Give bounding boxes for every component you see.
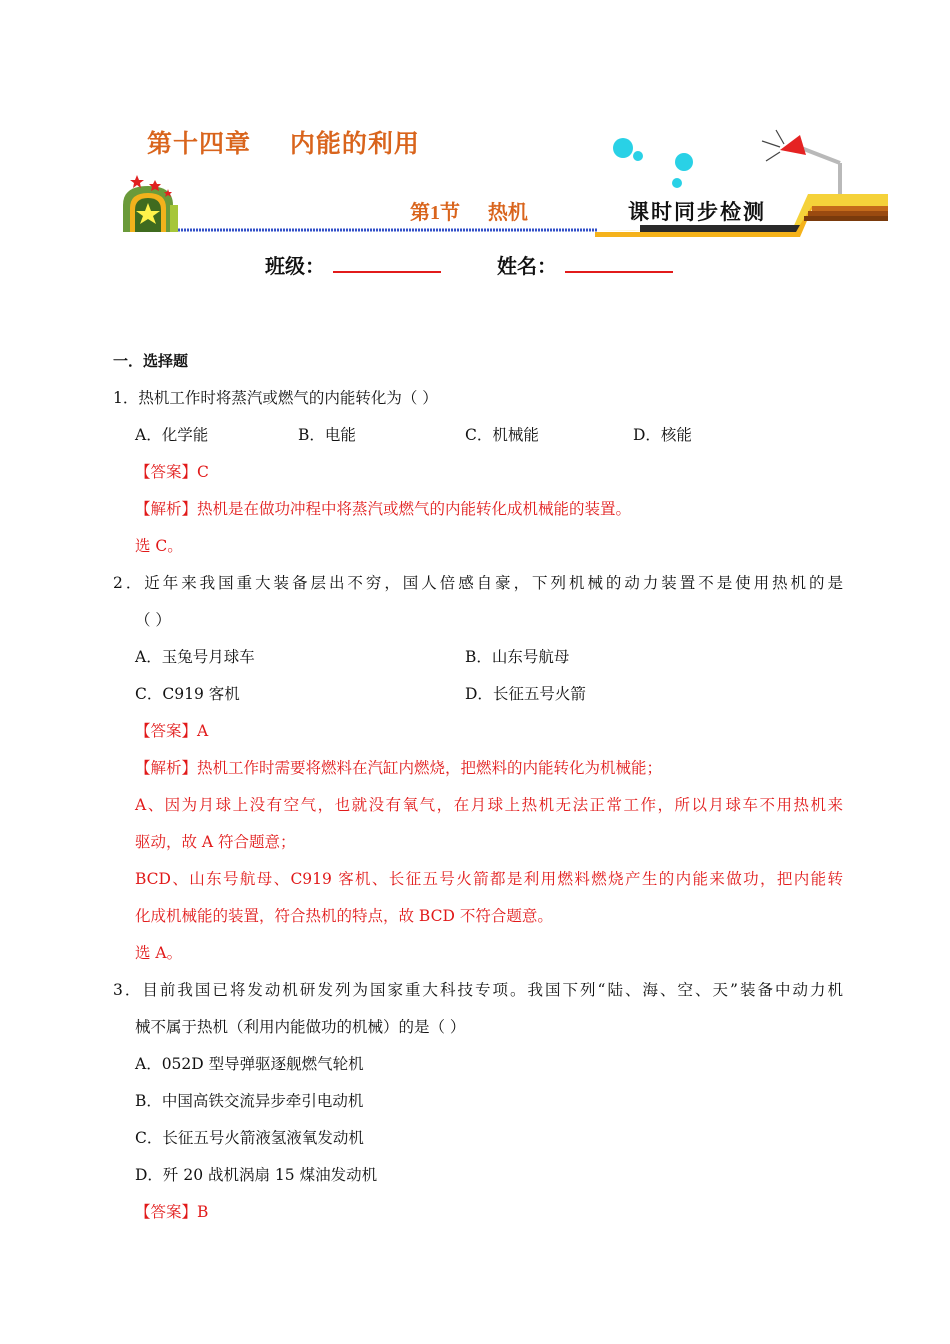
q1-conclusion: 选 C。: [135, 537, 183, 555]
q1-option-d: D．核能: [633, 426, 692, 444]
name-label: 姓名：: [497, 254, 557, 278]
q2-line-a2: 驱动，故 A 符合题意；: [135, 833, 296, 851]
q3-option-c: C．长征五号火箭液氢液氧发动机: [135, 1129, 364, 1147]
q1-option-c: C．机械能: [465, 426, 539, 444]
q2-option-b: B．山东号航母: [465, 648, 570, 666]
q3-stem-line2: 械不属于热机（利用内能做功的机械）的是（ ）: [135, 1018, 466, 1036]
q2-options-row2: [113, 679, 843, 716]
q2-answer: 【答案】A: [135, 722, 209, 740]
section-number: 1: [430, 202, 440, 224]
q1-option-b: B．电能: [298, 426, 356, 444]
q1-stem: 1．热机工作时将蒸汽或燃气的内能转化为（ ）: [113, 389, 438, 407]
chapter-title: 第十四章 内能的利用: [147, 129, 420, 158]
question-content: [113, 346, 843, 1234]
class-label: 班级：: [265, 254, 325, 278]
section-heading: 一．选择题: [113, 352, 189, 370]
q2-line-b1: BCD、山东号航母、C919 客机、长征五号火箭都是利用燃料燃烧产生的内能来做功，把内能转: [135, 870, 843, 888]
q1-options: [113, 420, 843, 457]
q2-analysis: 【解析】热机工作时需要将燃料在汽缸内燃烧，把燃料的内能转化为机械能；: [135, 759, 663, 777]
q2-conclusion: 选 A。: [135, 944, 183, 962]
q2-line-a1: A、因为月球上没有空气，也就没有氧气，在月球上热机无法正常工作，所以月球车不用热机来: [135, 796, 843, 814]
section-title: [410, 196, 528, 225]
q2-option-d: D．长征五号火箭: [465, 685, 586, 703]
lesson-badge: 课时同步检测: [628, 200, 766, 224]
q1-option-a: A．化学能: [135, 426, 209, 444]
name-field[interactable]: [565, 271, 673, 273]
q3-option-b: B．中国高铁交流异步牵引电动机: [135, 1092, 364, 1110]
q2-option-c: C．C919 客机: [135, 685, 240, 703]
bubble-icon: [613, 138, 693, 188]
q2-option-a: A．玉兔号月球车: [135, 648, 255, 666]
q1-answer: 【答案】C: [135, 463, 209, 481]
q1-analysis: 【解析】热机是在做功冲程中将蒸汽或燃气的内能转化成机械能的装置。: [135, 500, 632, 518]
section-prefix: 第: [410, 200, 430, 224]
q2-options-row1: [113, 642, 843, 679]
q3-option-a: A．052D 型导弹驱逐舰燃气轮机: [135, 1055, 364, 1073]
q3-option-d: D．歼 20 战机涡扇 15 煤油发动机: [135, 1166, 378, 1184]
header-banner: [0, 0, 950, 300]
section-name: 节 热机: [440, 200, 528, 224]
star-icon: [123, 175, 173, 232]
q3-answer: 【答案】B: [135, 1203, 209, 1221]
q3-stem-line1: 3．目前我国已将发动机研发列为国家重大科技专项。我国下列“陆、海、空、天”装备中动力机: [113, 981, 843, 999]
lamp-icon: [762, 130, 840, 205]
q2-stem-line1: 2．近年来我国重大装备层出不穷，国人倍感自豪，下列机械的动力装置不是使用热机的是: [113, 574, 843, 592]
class-field[interactable]: [333, 271, 441, 273]
q2-stem-line2: （ ）: [135, 611, 171, 629]
q2-line-b2: 化成机械能的装置，符合热机的特点，故 BCD 不符合题意。: [135, 907, 553, 925]
